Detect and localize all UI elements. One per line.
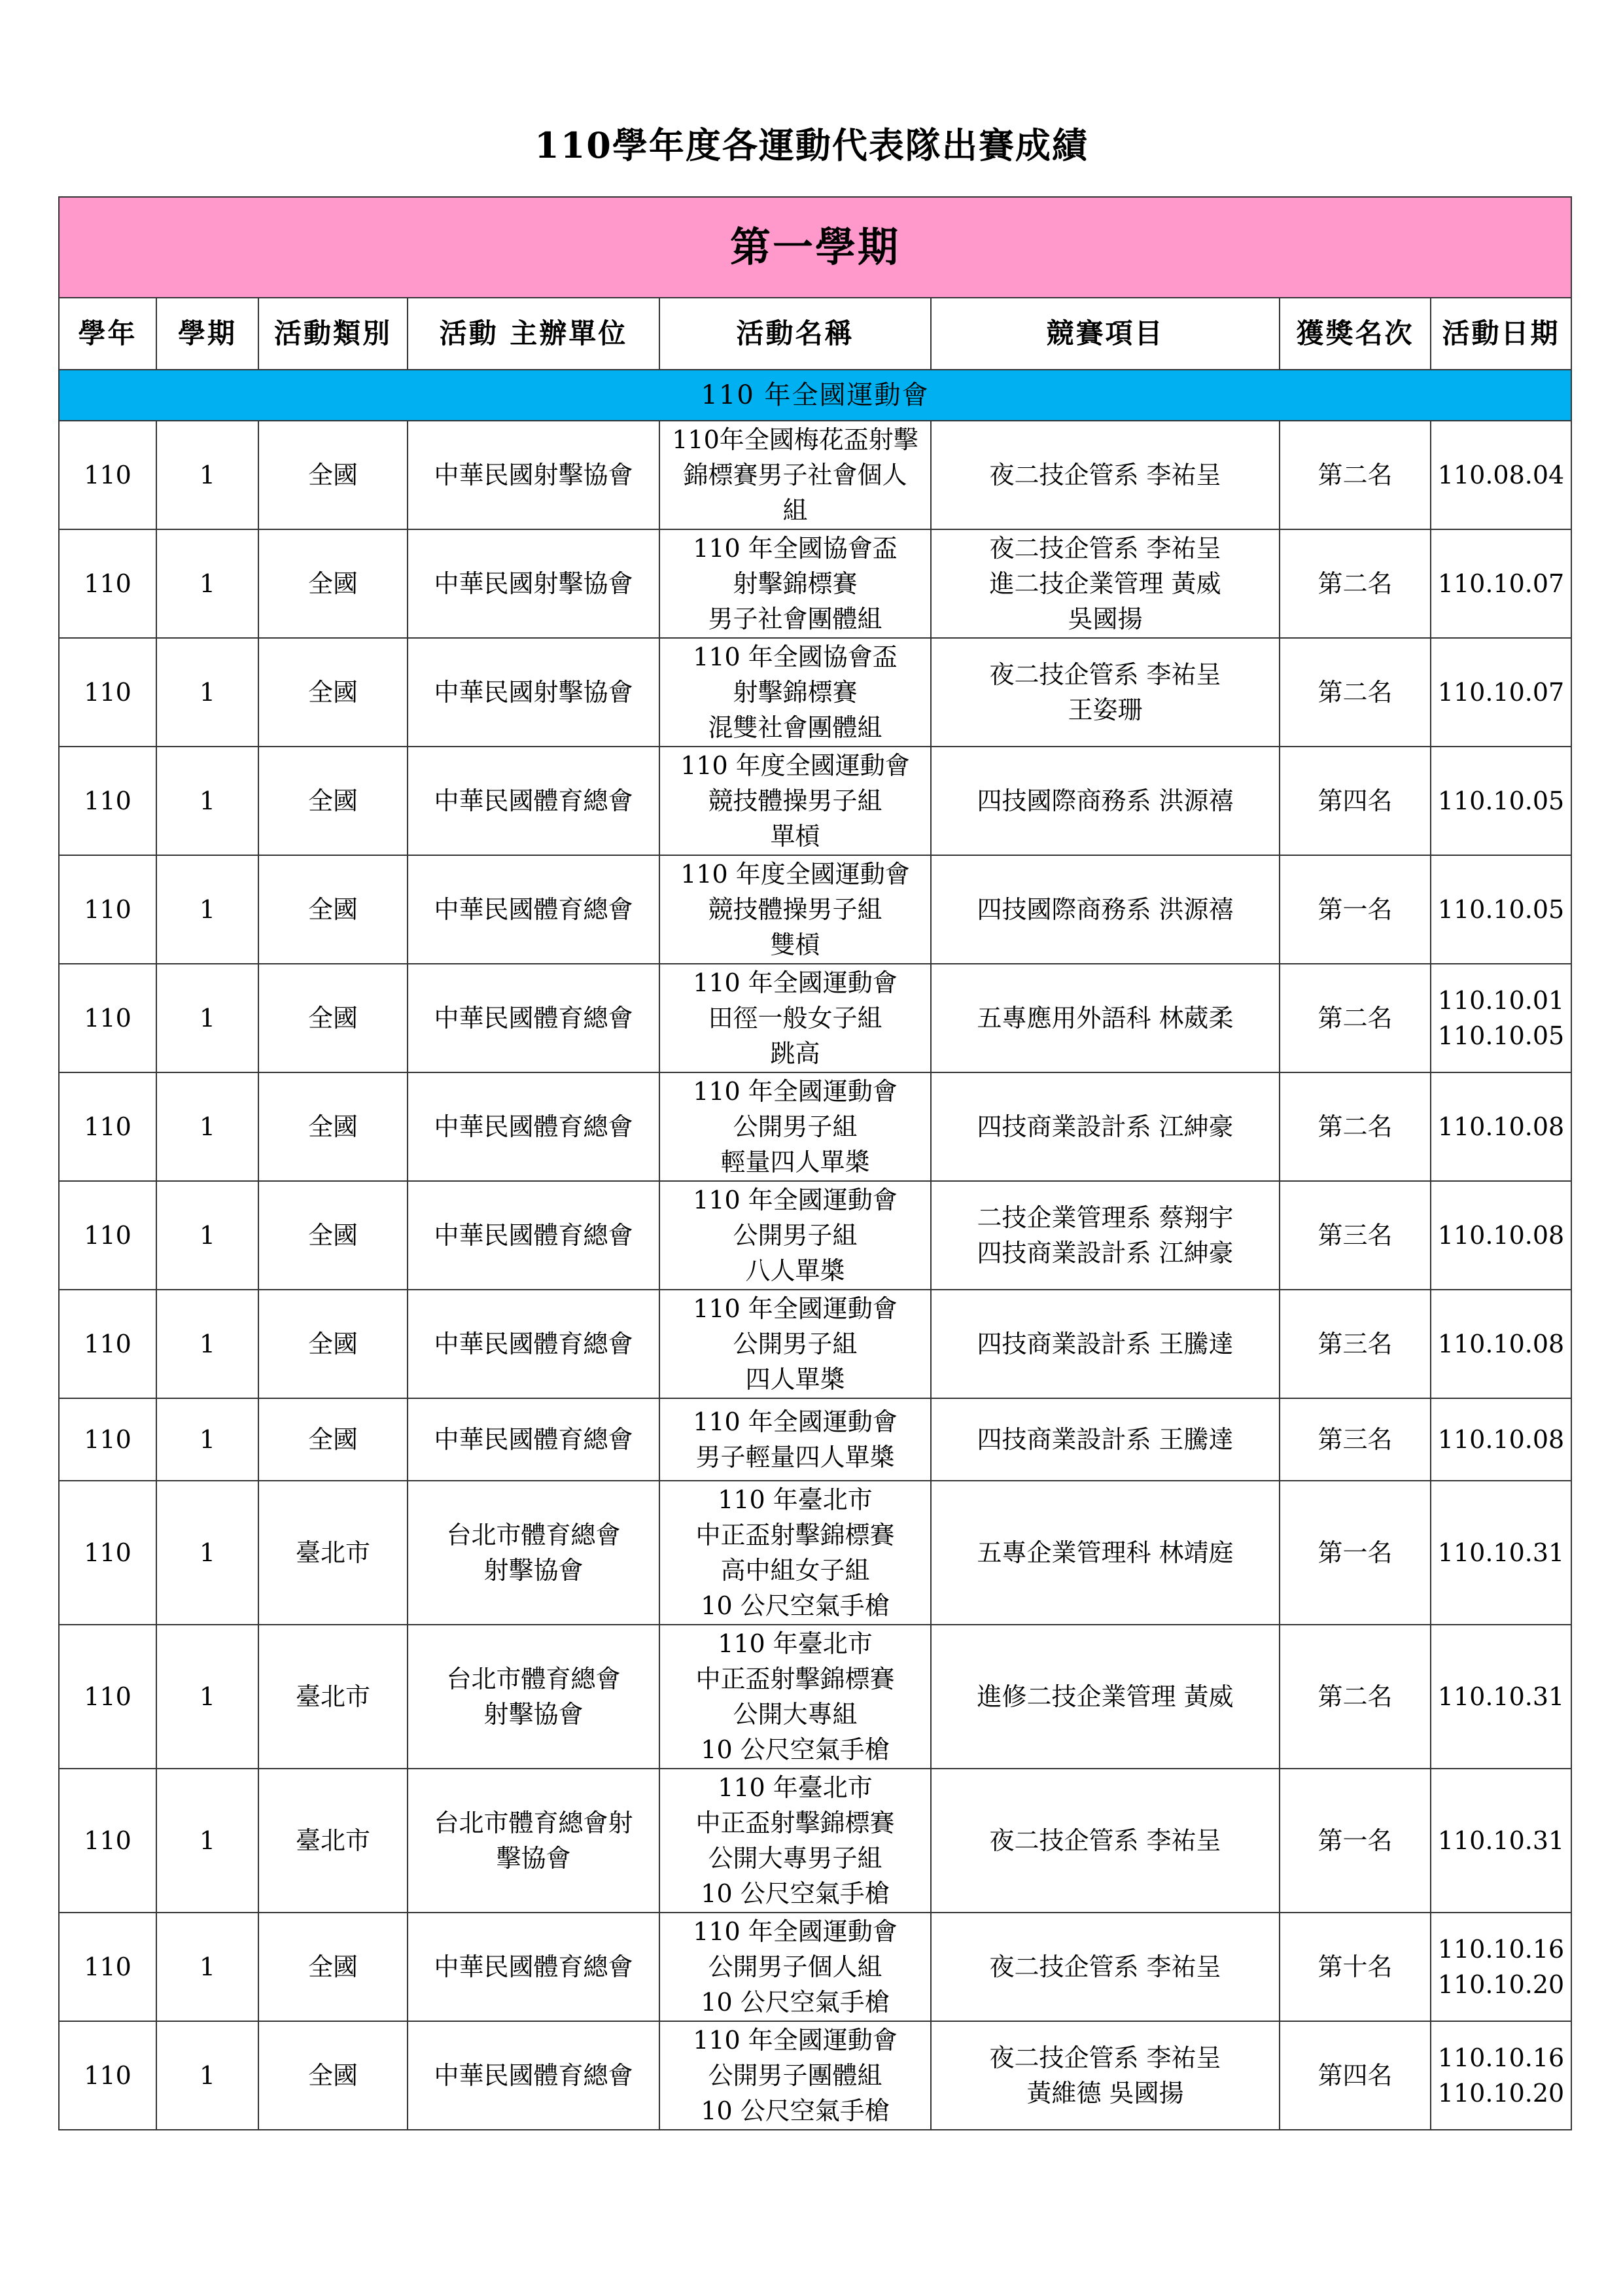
cell-term: 1 [156,964,258,1072]
cell-organizer [408,529,659,638]
cell-activity-line: 110 年全國運動會 [693,1186,898,1214]
cell-date [1431,1072,1571,1181]
cell-activity-line: 110 年全國運動會 [693,968,898,997]
table-row [59,1481,1571,1625]
cell-organizer-line: 中華民國射擊協會 [434,678,633,707]
cell-event-line: 吳國揚 [1068,605,1143,633]
cell-date-line: 110.10.20 [1437,1970,1565,1999]
table-row [59,855,1571,964]
cell-event [931,1625,1280,1769]
table-row [59,1398,1571,1481]
cell-date-line: 110.10.20 [1437,2079,1565,2108]
cell-rank: 第二名 [1280,1072,1431,1181]
cell-activity-line: 單槓 [770,822,820,851]
cell-date-line: 110.10.08 [1437,1112,1565,1141]
cell-year: 110 [59,964,156,1072]
cell-rank: 第二名 [1280,638,1431,747]
cell-activity [659,421,931,529]
col-header-activity: 活動名稱 [659,298,931,370]
cell-activity-line: 110 年全國運動會 [693,1294,898,1323]
cell-term: 1 [156,1072,258,1181]
cell-category: 全國 [258,529,408,638]
cell-term: 1 [156,1913,258,2021]
cell-rank: 第四名 [1280,2021,1431,2130]
cell-year: 110 [59,855,156,964]
cell-activity [659,964,931,1072]
cell-event-line: 二技企業管理系 蔡翔宇 [977,1203,1234,1232]
cell-activity-line: 八人單槳 [745,1256,845,1285]
cell-category: 全國 [258,1913,408,2021]
cell-event [931,747,1280,855]
cell-organizer [408,855,659,964]
cell-date [1431,421,1571,529]
cell-organizer-line: 中華民國體育總會 [434,1221,633,1250]
cell-activity-line: 110 年全國運動會 [693,2026,898,2055]
cell-event-line: 四技商業設計系 江紳豪 [977,1112,1234,1141]
semester-label: 第一學期 [59,197,1571,298]
cell-activity-line: 公開大專組 [733,1700,858,1729]
cell-event-line: 四技國際商務系 洪源禧 [977,786,1234,815]
cell-date-line: 110.10.01 [1437,986,1565,1015]
cell-year: 110 [59,1181,156,1290]
cell-activity-line: 110 年全國協會盃 [693,643,898,671]
cell-organizer-line: 中華民國體育總會 [434,1952,633,1981]
cell-activity-line: 錦標賽男子社會個人 [683,461,907,489]
table-row [59,1181,1571,1290]
column-header-row [59,298,1571,370]
cell-event [931,1769,1280,1913]
cell-event [931,1913,1280,2021]
cell-activity-line: 男子輕量四人單槳 [695,1443,895,1472]
cell-date-line: 110.10.07 [1437,678,1565,707]
table-row [59,1913,1571,2021]
cell-category: 全國 [258,421,408,529]
cell-organizer-line: 擊協會 [496,1844,571,1873]
cell-rank: 第三名 [1280,1181,1431,1290]
cell-activity-line: 中正盃射擊錦標賽 [695,1665,895,1693]
cell-activity [659,747,931,855]
cell-activity-line: 組 [782,496,808,525]
cell-term: 1 [156,421,258,529]
cell-date [1431,855,1571,964]
cell-date-line: 110.08.04 [1437,461,1565,489]
col-header-organizer: 活動 主辦單位 [408,298,659,370]
cell-term: 1 [156,638,258,747]
cell-organizer-line: 射擊協會 [483,1556,584,1585]
cell-date-line: 110.10.08 [1437,1330,1565,1358]
cell-term: 1 [156,1625,258,1769]
cell-date-line: 110.10.05 [1437,895,1565,924]
cell-organizer-line: 中華民國體育總會 [434,1112,633,1141]
table-row [59,421,1571,529]
cell-year: 110 [59,2021,156,2130]
cell-date [1431,964,1571,1072]
cell-rank: 第一名 [1280,855,1431,964]
cell-term: 1 [156,529,258,638]
cell-organizer [408,421,659,529]
cell-date [1431,638,1571,747]
cell-event [931,964,1280,1072]
cell-date-line: 110.10.16 [1437,1935,1565,1964]
cell-year: 110 [59,1481,156,1625]
cell-category: 全國 [258,638,408,747]
cell-activity-line: 110 年全國協會盃 [693,534,898,563]
cell-year: 110 [59,747,156,855]
results-table [58,196,1572,2130]
cell-activity [659,1481,931,1625]
cell-organizer-line: 中華民國射擊協會 [434,569,633,598]
semester-header-row [59,197,1571,298]
cell-year: 110 [59,1625,156,1769]
cell-organizer [408,1181,659,1290]
cell-date-line: 110.10.31 [1437,1826,1565,1855]
cell-term: 1 [156,855,258,964]
cell-date-line: 110.10.16 [1437,2043,1565,2072]
cell-category: 全國 [258,964,408,1072]
table-row [59,1769,1571,1913]
cell-activity-line: 四人單槳 [745,1365,845,1394]
cell-activity [659,529,931,638]
cell-date [1431,529,1571,638]
cell-organizer [408,1072,659,1181]
table-row [59,638,1571,747]
cell-activity-line: 輕量四人單槳 [720,1148,870,1176]
cell-category: 全國 [258,1181,408,1290]
col-header-category: 活動類別 [258,298,408,370]
cell-activity-line: 公開男子組 [733,1221,858,1250]
cell-organizer [408,2021,659,2130]
cell-date-line: 110.10.07 [1437,569,1565,598]
cell-category: 全國 [258,855,408,964]
cell-year: 110 [59,529,156,638]
cell-category: 臺北市 [258,1481,408,1625]
cell-event [931,855,1280,964]
event-banner: 110 年全國運動會 [59,370,1571,421]
cell-date [1431,1625,1571,1769]
cell-activity-line: 雙槓 [770,930,820,959]
cell-event-line: 四技商業設計系 江紳豪 [977,1239,1234,1267]
cell-year: 110 [59,421,156,529]
cell-organizer-line: 射擊協會 [483,1700,584,1729]
cell-date [1431,1398,1571,1481]
cell-activity [659,1769,931,1913]
cell-activity-line: 競技體操男子組 [708,786,882,815]
cell-event-line: 四技國際商務系 洪源禧 [977,895,1234,924]
event-banner-row [59,370,1571,421]
cell-activity-line: 110 年全國運動會 [693,1077,898,1106]
cell-activity-line: 高中組女子組 [720,1556,870,1585]
cell-activity-line: 10 公尺空氣手槍 [701,1735,890,1764]
cell-event-line: 進二技企業管理 黃威 [989,569,1221,598]
table-row [59,1625,1571,1769]
cell-event-line: 夜二技企管系 李祐呈 [989,1826,1221,1855]
cell-event-line: 五專應用外語科 林葳柔 [977,1004,1234,1033]
cell-category: 全國 [258,747,408,855]
cell-event-line: 夜二技企管系 李祐呈 [989,461,1221,489]
cell-date-line: 110.10.05 [1437,786,1565,815]
cell-activity-line: 10 公尺空氣手槍 [701,2096,890,2125]
cell-organizer [408,1913,659,2021]
cell-activity-line: 跳高 [770,1039,820,1068]
cell-term: 1 [156,747,258,855]
cell-activity-line: 110 年全國運動會 [693,1917,898,1946]
cell-organizer [408,964,659,1072]
cell-activity-line: 110 年度全國運動會 [680,860,910,889]
cell-activity-line: 110 年臺北市 [718,1629,873,1658]
cell-organizer [408,1769,659,1913]
cell-date [1431,1181,1571,1290]
cell-organizer-line: 中華民國體育總會 [434,895,633,924]
cell-date [1431,1481,1571,1625]
cell-organizer-line: 台北市體育總會 [446,1665,621,1693]
cell-event-line: 四技商業設計系 王騰達 [977,1425,1234,1454]
cell-date-line: 110.10.08 [1437,1425,1565,1454]
cell-term: 1 [156,1398,258,1481]
cell-date-line: 110.10.05 [1437,1021,1565,1050]
cell-event-line: 四技商業設計系 王騰達 [977,1330,1234,1358]
cell-category: 臺北市 [258,1769,408,1913]
cell-event-line: 夜二技企管系 李祐呈 [989,660,1221,689]
cell-activity-line: 10 公尺空氣手槍 [701,1591,890,1620]
cell-rank: 第二名 [1280,964,1431,1072]
cell-activity-line: 中正盃射擊錦標賽 [695,1809,895,1837]
cell-date [1431,2021,1571,2130]
col-header-date: 活動日期 [1431,298,1571,370]
table-row [59,2021,1571,2130]
cell-event [931,1481,1280,1625]
cell-year: 110 [59,1398,156,1481]
cell-activity [659,1913,931,2021]
cell-activity [659,1072,931,1181]
cell-rank: 第十名 [1280,1913,1431,2021]
cell-organizer-line: 台北市體育總會 [446,1521,621,1549]
cell-organizer-line: 中華民國體育總會 [434,1330,633,1358]
cell-organizer [408,1481,659,1625]
cell-year: 110 [59,638,156,747]
cell-activity-line: 田徑一般女子組 [708,1004,882,1033]
cell-category: 全國 [258,1398,408,1481]
document-title: 110學年度各運動代表隊出賽成績 [534,124,1089,166]
cell-year: 110 [59,1913,156,2021]
cell-rank: 第三名 [1280,1290,1431,1398]
cell-organizer [408,1290,659,1398]
cell-organizer [408,1625,659,1769]
cell-date-line: 110.10.31 [1437,1682,1565,1711]
cell-rank: 第四名 [1280,747,1431,855]
cell-event-line: 五專企業管理科 林靖庭 [977,1538,1234,1567]
cell-activity-line: 10 公尺空氣手槍 [701,1879,890,1908]
cell-organizer-line: 台北市體育總會射 [434,1809,633,1837]
cell-rank: 第一名 [1280,1481,1431,1625]
cell-activity-line: 公開男子組 [733,1112,858,1141]
col-header-event: 競賽項目 [931,298,1280,370]
cell-event [931,638,1280,747]
cell-date [1431,1913,1571,2021]
cell-activity-line: 公開男子組 [733,1330,858,1358]
cell-term: 1 [156,1481,258,1625]
cell-activity-line: 110 年臺北市 [718,1485,873,1514]
table-row [59,747,1571,855]
cell-date [1431,1290,1571,1398]
cell-activity-line: 110 年全國運動會 [693,1407,898,1436]
cell-event [931,2021,1280,2130]
cell-term: 1 [156,1290,258,1398]
cell-activity [659,1290,931,1398]
cell-activity-line: 110年全國梅花盃射擊 [672,425,918,454]
cell-activity-line: 10 公尺空氣手槍 [701,1988,890,2017]
cell-organizer-line: 中華民國體育總會 [434,2061,633,2090]
cell-event-line: 進修二技企業管理 黃威 [977,1682,1234,1711]
cell-activity-line: 公開男子團體組 [708,2061,882,2090]
cell-activity-line: 110 年度全國運動會 [680,751,910,780]
cell-organizer-line: 中華民國體育總會 [434,1004,633,1033]
cell-event [931,1398,1280,1481]
cell-event-line: 黃維德 吳國揚 [1026,2079,1184,2108]
cell-organizer-line: 中華民國體育總會 [434,1425,633,1454]
cell-activity-line: 競技體操男子組 [708,895,882,924]
cell-date-line: 110.10.08 [1437,1221,1565,1250]
table-row [59,529,1571,638]
cell-rank: 第二名 [1280,421,1431,529]
cell-year: 110 [59,1769,156,1913]
cell-date-line: 110.10.31 [1437,1538,1565,1567]
cell-activity-line: 射擊錦標賽 [733,569,858,598]
cell-event [931,1181,1280,1290]
cell-organizer-line: 中華民國射擊協會 [434,461,633,489]
cell-organizer [408,638,659,747]
cell-category: 全國 [258,2021,408,2130]
cell-activity-line: 公開男子個人組 [708,1952,882,1981]
cell-activity [659,638,931,747]
cell-event-line: 王姿珊 [1068,696,1143,724]
cell-activity-line: 公開大專男子組 [708,1844,882,1873]
cell-category: 臺北市 [258,1625,408,1769]
cell-year: 110 [59,1072,156,1181]
cell-activity-line: 混雙社會團體組 [708,713,882,742]
table-row [59,1290,1571,1398]
cell-term: 1 [156,2021,258,2130]
col-header-term: 學期 [156,298,258,370]
cell-activity-line: 射擊錦標賽 [733,678,858,707]
cell-date [1431,747,1571,855]
cell-activity-line: 110 年臺北市 [718,1773,873,1802]
col-header-rank: 獲獎名次 [1280,298,1431,370]
col-header-year: 學年 [59,298,156,370]
cell-activity-line: 中正盃射擊錦標賽 [695,1521,895,1549]
cell-activity [659,855,931,964]
cell-event [931,529,1280,638]
cell-event [931,1290,1280,1398]
table-row [59,964,1571,1072]
cell-year: 110 [59,1290,156,1398]
cell-organizer [408,747,659,855]
cell-activity [659,1625,931,1769]
cell-event-line: 夜二技企管系 李祐呈 [989,2043,1221,2072]
cell-rank: 第二名 [1280,529,1431,638]
cell-event [931,421,1280,529]
cell-activity [659,1398,931,1481]
cell-event-line: 夜二技企管系 李祐呈 [989,534,1221,563]
cell-organizer [408,1398,659,1481]
cell-rank: 第三名 [1280,1398,1431,1481]
cell-category: 全國 [258,1072,408,1181]
table-row [59,1072,1571,1181]
cell-activity-line: 男子社會團體組 [708,605,882,633]
cell-activity [659,2021,931,2130]
cell-rank: 第二名 [1280,1625,1431,1769]
cell-event [931,1072,1280,1181]
cell-activity [659,1181,931,1290]
cell-event-line: 夜二技企管系 李祐呈 [989,1952,1221,1981]
cell-term: 1 [156,1769,258,1913]
cell-date [1431,1769,1571,1913]
cell-term: 1 [156,1181,258,1290]
cell-organizer-line: 中華民國體育總會 [434,786,633,815]
cell-category: 全國 [258,1290,408,1398]
cell-rank: 第一名 [1280,1769,1431,1913]
